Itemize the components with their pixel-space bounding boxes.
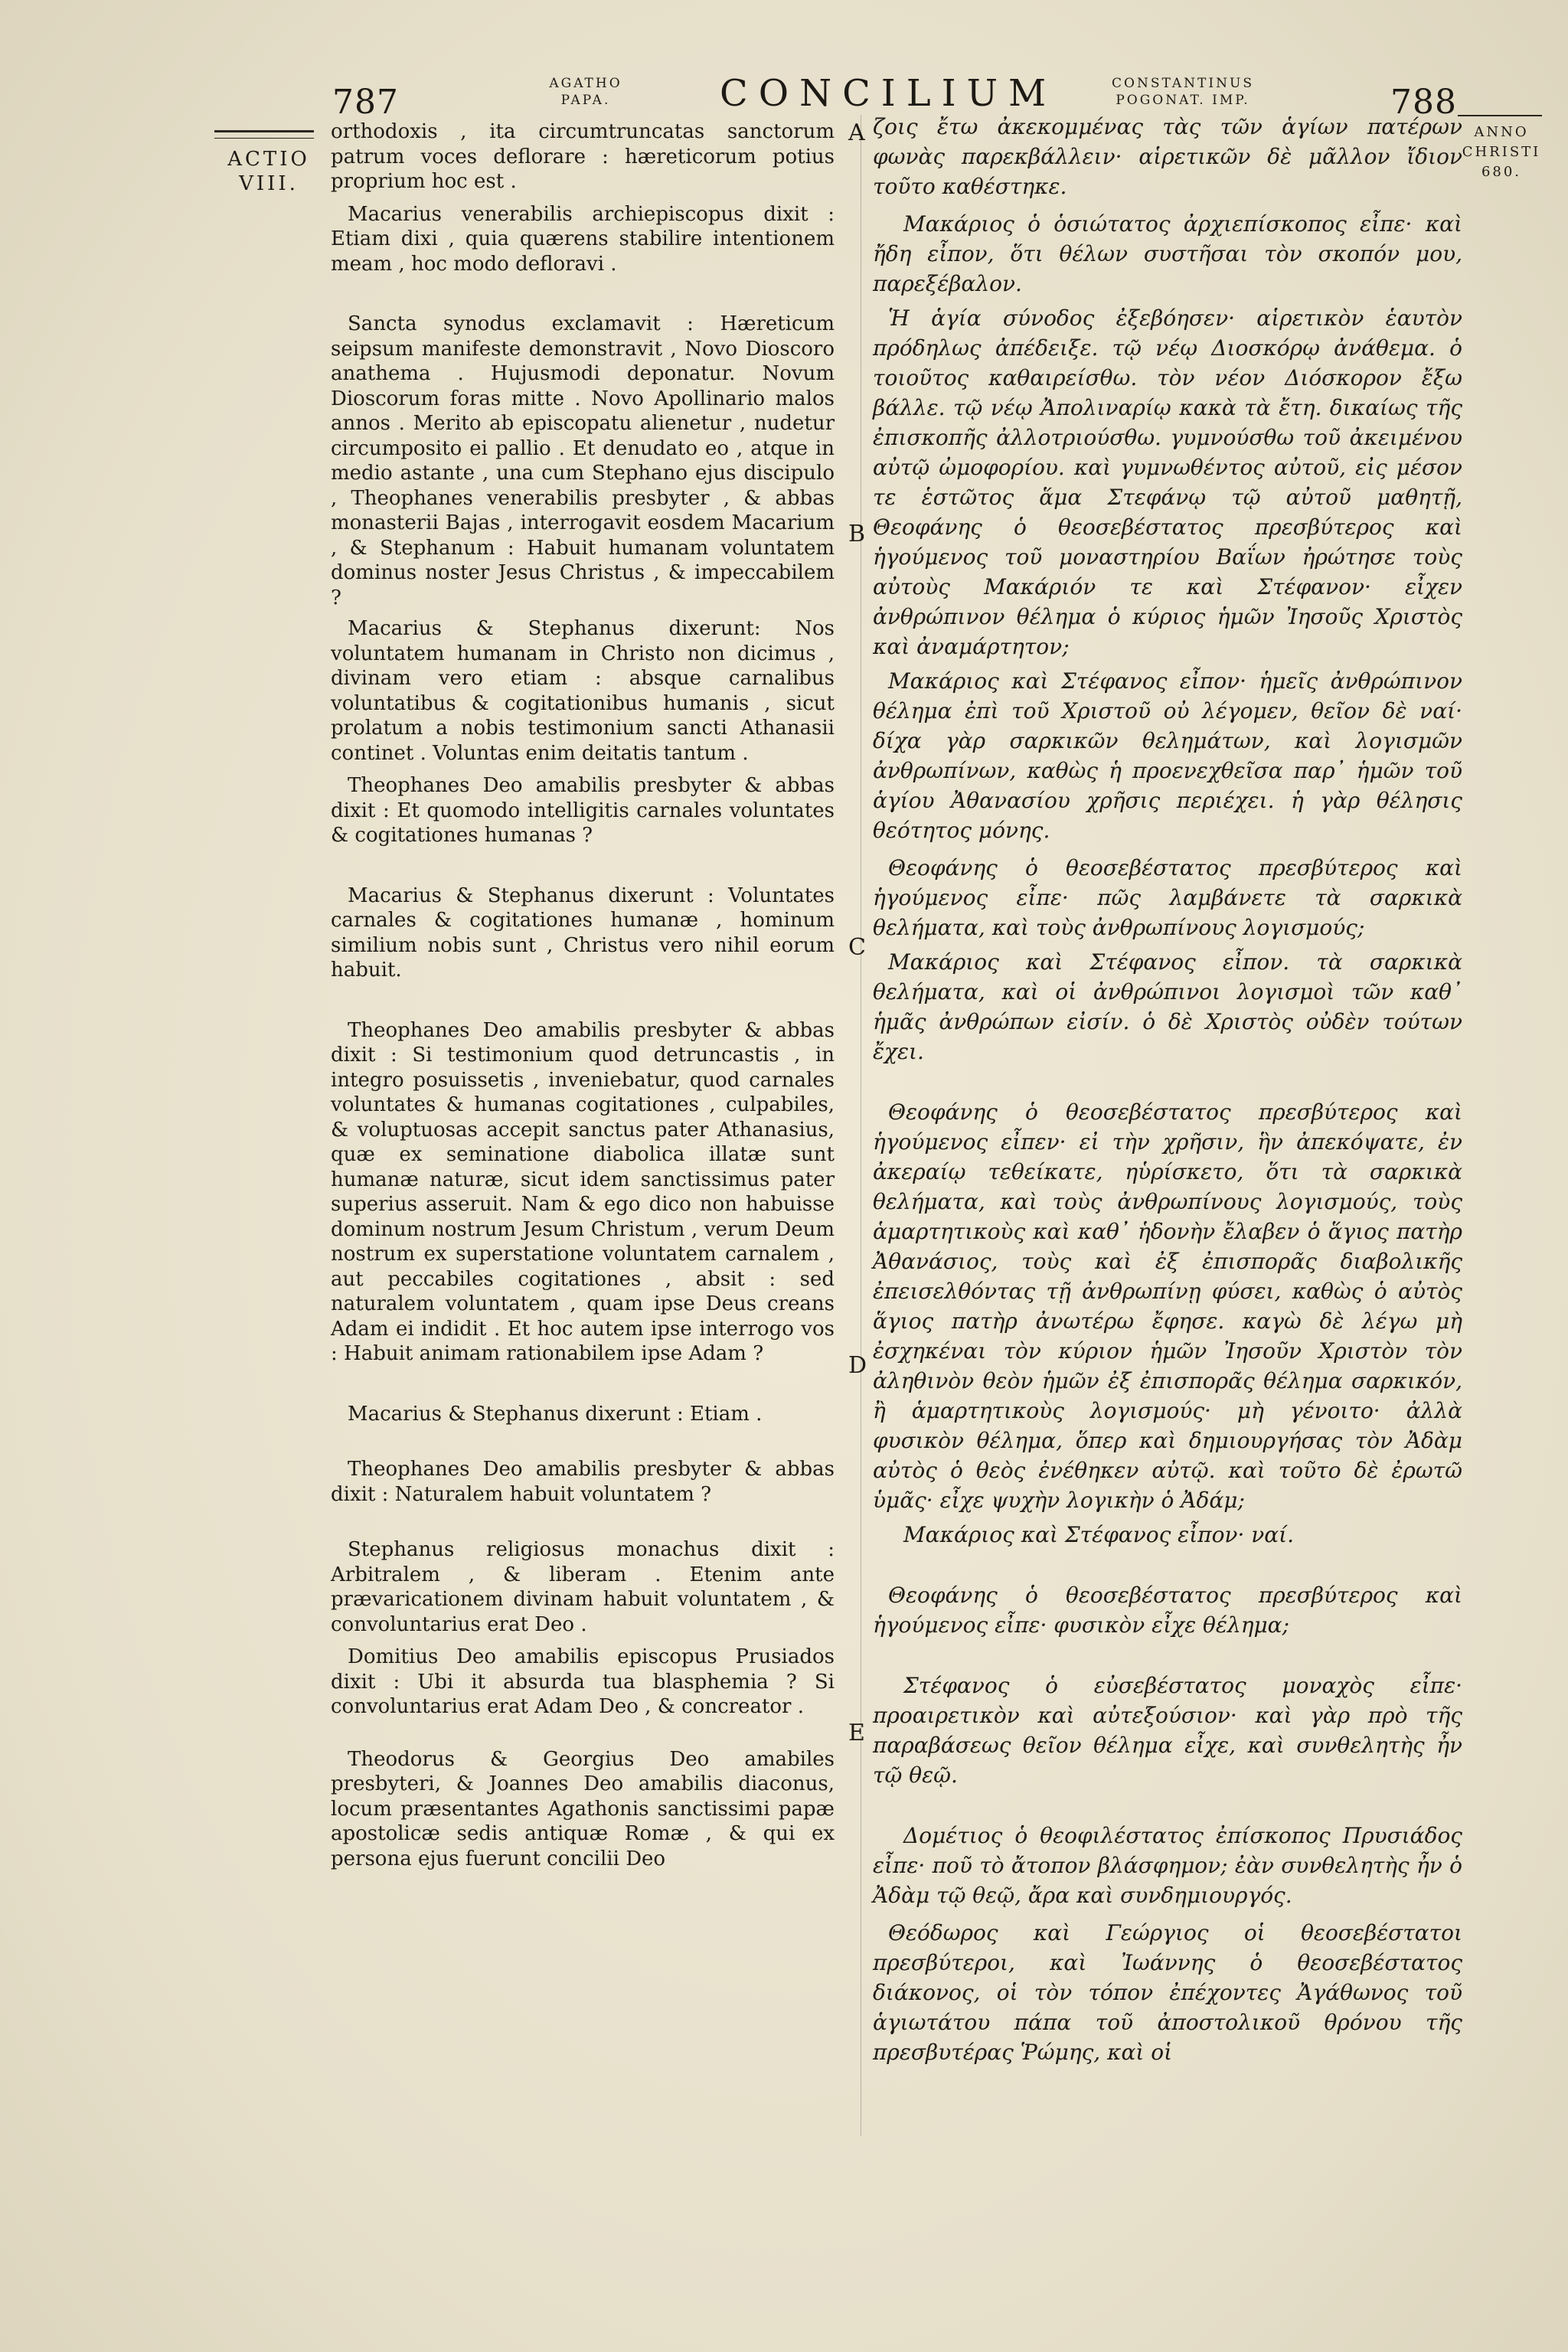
greek-paragraph: Μακάριος ὁ ὁσιώτατος ἀρχιεπίσκοπος εἶπε· καὶ ἤδη εἶπον, ὅτι θέλων συστῆσαι τὸν σκοπόν μου, παρεξέβαλον. xyxy=(873,211,1462,296)
greek-paragraph: Θεοφάνης ὁ θεοσεβέστατος πρεσβύτερος καὶ ἡγούμενος εἶπε· πῶς λαμβάνετε τὰ σαρκικὰ θελήματα, καὶ τοὺς ἀνθρωπίνους λογισμούς; xyxy=(873,855,1462,940)
greek-column xyxy=(873,112,1462,2067)
latin-paragraph: orthodoxis , ita circumtruncatas sanctorum patrum voces deflorare : hæreticorum potius proprium hoc est . xyxy=(331,120,835,193)
greek-paragraph: Θεοφάνης ὁ θεοσεβέστατος πρεσβύτερος καὶ ἡγούμενος εἶπε· φυσικὸν εἶχε θέλημα; xyxy=(873,1583,1462,1638)
latin-paragraph: Macarius & Stephanus dixerunt : Etiam . xyxy=(348,1402,763,1426)
latin-paragraph: Macarius venerabilis archiepiscopus dixit : Etiam dixi , quia quærens stabilire intentionem meam , hoc modo defloravi . xyxy=(331,202,835,276)
latin-paragraph: Stephanus religiosus monachus dixit : Arbitralem , & liberam . Etenim ante prævaricationem divinam habuit voluntatem , & convoluntarius erat Deo . xyxy=(331,1538,835,1636)
margin-year: 680. xyxy=(1481,164,1522,180)
section-marker-e: E xyxy=(848,1720,865,1746)
margin-anno-label: ANNO xyxy=(1474,124,1529,140)
latin-paragraph: Theophanes Deo amabilis presbyter & abbas dixit : Naturalem habuit voluntatem ? xyxy=(331,1458,835,1506)
greek-paragraph: Μακάριος καὶ Στέφανος εἶπον. τὰ σαρκικὰ θελήματα, καὶ οἱ ἀνθρώπινοι λογισμοὶ τῶν καθ᾽ ἡμᾶς ἀνθρώπων εἰσίν. ὁ δὲ Χριστὸς οὐδὲν τούτων ἔχει. xyxy=(873,949,1462,1064)
greek-paragraph: Θεόδωρος καὶ Γεώργιος οἱ θεοσεβέστατοι πρεσβύτεροι, καὶ Ἰωάννης ὁ θεοσεβέστατος διάκονος, οἱ τὸν τόπον ἐπέχοντες Ἀγάθωνος τοῦ ἁγιωτάτου πάπα τοῦ ἀποστολικοῦ θρόνου τῆς πρεσβυτέρας Ῥώμης, καὶ οἱ xyxy=(873,1920,1462,2065)
running-head-emperor xyxy=(1102,75,1263,109)
pope-name: AGATHO xyxy=(549,76,622,91)
latin-paragraph: Sancta synodus exclamavit : Hæreticum seipsum manifeste demonstravit , Novo Dioscoro anathema . Hujusmodi deponatur. Novum Dioscorum foras mitte . Novo Apollinario malos annos . Merito ab episcopatu alienetur , nudetur circumposito ei pallio . Et denudato eo , atque in medio astante , una cum Stephano ejus discipulo , Theophanes venerabilis presbyter , & abbas monasterii Bajas , interrogavit eosdem Macarium , & Stephanum : Habuit humanam voluntatem dominus noster Jesus Christus , & impeccabilem ? xyxy=(331,312,835,609)
latin-paragraph: Theophanes Deo amabilis presbyter & abbas dixit : Et quomodo intelligitis carnales voluntates & cogitationes humanas ? xyxy=(331,774,835,847)
greek-paragraph: Μακάριος καὶ Στέφανος εἶπον· ἡμεῖς ἀνθρώπινον θέλημα ἐπὶ τοῦ Χριστοῦ οὐ λέγομεν, θεῖον δὲ ναί· δίχα γὰρ σαρκικῶν θελημάτων, καὶ λογισμῶν ἀνθρωπίνων, καθὼς ἡ προενεχθεῖσα παρ᾽ ἡμῶν τοῦ ἁγίου Ἀθανασίου χρῆσις περιέχει. ἡ γὰρ θέλησις θεότητος μόνης. xyxy=(873,668,1462,843)
emperor-title: POGONAT. IMP. xyxy=(1116,93,1250,108)
margin-rule-left-thin xyxy=(214,138,314,139)
latin-paragraph: Domitius Deo amabilis episcopus Prusiados dixit : Ubi it absurda tua blasphemia ? Si convoluntarius erat Adam Deo , & concreator . xyxy=(331,1645,835,1718)
emperor-name: CONSTANTINUS xyxy=(1112,76,1254,91)
latin-paragraph: Theophanes Deo amabilis presbyter & abbas dixit : Si testimonium quod detruncastis , in integro posuissetis , inveniebatur, quod carnales voluntates & humanas cogitationes , culpabiles, & voluptuosas accepit sanctus pater Athanasius, quæ ex seminatione diabolica illatæ sunt humanæ naturæ, sicut idem sanctissimus pater superius asseruit. Nam & ego dico non habuisse dominum nostrum Jesum Christum , verum Deum nostrum ex superstatione voluntatem carnalem , aut peccabiles cogitationes , absit : sed naturalem voluntatem , quam ipse Deus creans Adam ei indidit . Et hoc autem ipse interrogo vos : Habuit animam rationabilem ipse Adam ? xyxy=(331,1018,835,1365)
section-marker-d: D xyxy=(848,1352,867,1379)
margin-note-anno xyxy=(1459,122,1544,182)
latin-column xyxy=(331,119,835,1871)
greek-paragraph: Ἡ ἁγία σύνοδος ἐξεβόησεν· αἱρετικὸν ἑαυτὸν πρόδηλως ἀπέδειξε. τῷ νέῳ Διοσκόρῳ ἀνάθεμα. ὁ τοιοῦτος καθαιρείσθω. τὸν νέον Διόσκορον ἔξω βάλλε. τῷ νέῳ Ἀπολιναρίῳ κακὰ τὰ ἔτη. δικαίως τῆς ἐπισκοπῆς ἀλλοτριούσθω. γυμνούσθω τοῦ ἀκειμένου αὐτῷ ὠμοφορίου. καὶ γυμνωθέντος αὐτοῦ, εἰς μέσον τε ἑστῶτος ἅμα Στεφάνῳ τῷ αὐτοῦ μαθητῇ, Θεοφάνης ὁ θεοσεβέστατος πρεσβύτερος καὶ ἡγούμενος τοῦ μοναστηρίου Βαΐων ἠρώτησε τοὺς αὐτοὺς Μακάριόν τε καὶ Στέφανον· εἶχεν ἀνθρώπινον θέλημα ὁ κύριος ἡμῶν Ἰησοῦς Χριστὸς καὶ ἀναμάρτητον; xyxy=(873,305,1462,659)
section-marker-a: A xyxy=(848,119,865,146)
greek-paragraph: ζοις ἔτω ἀκεκομμένας τὰς τῶν ἁγίων πατέρων φωνὰς παρεκβάλλειν· αἱρετικῶν δὲ μᾶλλον ἴδιον τοῦτο καθέστηκε. xyxy=(873,114,1462,199)
pope-title: PAPA. xyxy=(560,93,611,108)
running-head-pope xyxy=(528,75,643,109)
latin-paragraph: Theodorus & Georgius Deo amabiles presbyteri, & Joannes Deo amabilis diaconus, locum præsentantes Agathonis sanctissimi papæ apostolicæ sedis antiquæ Romæ , & qui ex persona ejus fuerunt concilii Deo xyxy=(331,1747,835,1870)
section-marker-c: C xyxy=(848,934,866,961)
greek-paragraph: Θεοφάνης ὁ θεοσεβέστατος πρεσβύτερος καὶ ἡγούμενος εἶπεν· εἰ τὴν χρῆσιν, ἣν ἀπεκόψατε, ἐν ἀκεραίῳ τεθείκατε, ηὑρίσκετο, ὅτι τὰ σαρκικὰ θελήματα, καὶ τοὺς ἀνθρωπίνους λογισμούς, τοὺς ἁμαρτητικοὺς καὶ καθ᾽ ἡδονὴν ἔλαβεν ὁ ἅγιος πατὴρ Ἀθανάσιος, τοὺς καὶ ἐξ ἐπισπορᾶς διαβολικῆς ἐπεισελθόντας τῇ ἀνθρωπίνῃ φύσει, καθὼς ὁ αὐτὸς ἅγιος πατὴρ ἀνωτέρω ἔφησε. καγὼ δὲ λέγω μὴ ἐσχηκέναι τὸν κύριον ἡμῶν Ἰησοῦν Χριστὸν τὸν ἀληθινὸν θεὸν ἡμῶν ἐξ ἐπισπορᾶς θέλημα σαρκικόν, ἢ ἁμαρτητικοὺς λογισμούς· μὴ γένοιτο· ἀλλὰ φυσικὸν θέλημα, ὅπερ καὶ δημιουργήσας τὸν Ἀδὰμ αὐτὸς ὁ θεὸς ἐνέθηκεν αὐτῷ. καὶ τοῦτο δὲ ἐρωτῶ ὑμᾶς· εἶχε ψυχὴν λογικὴν ὁ Ἀδάμ; xyxy=(873,1099,1462,1513)
margin-note-actio xyxy=(219,147,318,196)
margin-rule-left xyxy=(214,130,314,132)
page-number-right: 788 xyxy=(1390,83,1457,122)
margin-actio-label: ACTIO xyxy=(227,148,310,171)
margin-actio-number: VIII. xyxy=(239,172,299,195)
greek-paragraph: Μακάριος καὶ Στέφανος εἶπον· ναί. xyxy=(903,1522,1295,1547)
page-title: CONCILIUM xyxy=(720,72,1057,115)
section-marker-b: B xyxy=(848,521,866,547)
latin-paragraph: Macarius & Stephanus dixerunt: Nos voluntatem humanam in Christo non dicimus , divinam vero etiam : absque carnalibus voluntatibus & cogitationibus humanis , sicut prolatum a nobis testimonium sancti Athanasii continet . Voluntas enim deitatis tantum . xyxy=(331,617,835,765)
margin-rule-right xyxy=(1458,115,1542,116)
page-number-left: 787 xyxy=(332,83,399,122)
margin-christi-label: CHRISTI xyxy=(1462,144,1541,160)
latin-paragraph: Macarius & Stephanus dixerunt : Voluntates carnales & cogitationes humanæ , hominum similium nobis sunt , Christus vero nihil eorum habuit. xyxy=(331,884,835,982)
greek-paragraph: Στέφανος ὁ εὐσεβέστατος μοναχὸς εἶπε· προαιρετικὸν καὶ αὐτεξούσιον· καὶ γὰρ πρὸ τῆς παραβάσεως θεῖον θέλημα εἶχε, καὶ συνθελητὴς ἦν τῷ θεῷ. xyxy=(873,1673,1462,1788)
greek-paragraph: Δομέτιος ὁ θεοφιλέστατος ἐπίσκοπος Πρυσιάδος εἶπε· ποῦ τὸ ἄτοπον βλάσφημον; ἐὰν συνθελητὴς ἦν ὁ Ἀδὰμ τῷ θεῷ, ἄρα καὶ συνδημιουργός. xyxy=(873,1823,1462,1908)
